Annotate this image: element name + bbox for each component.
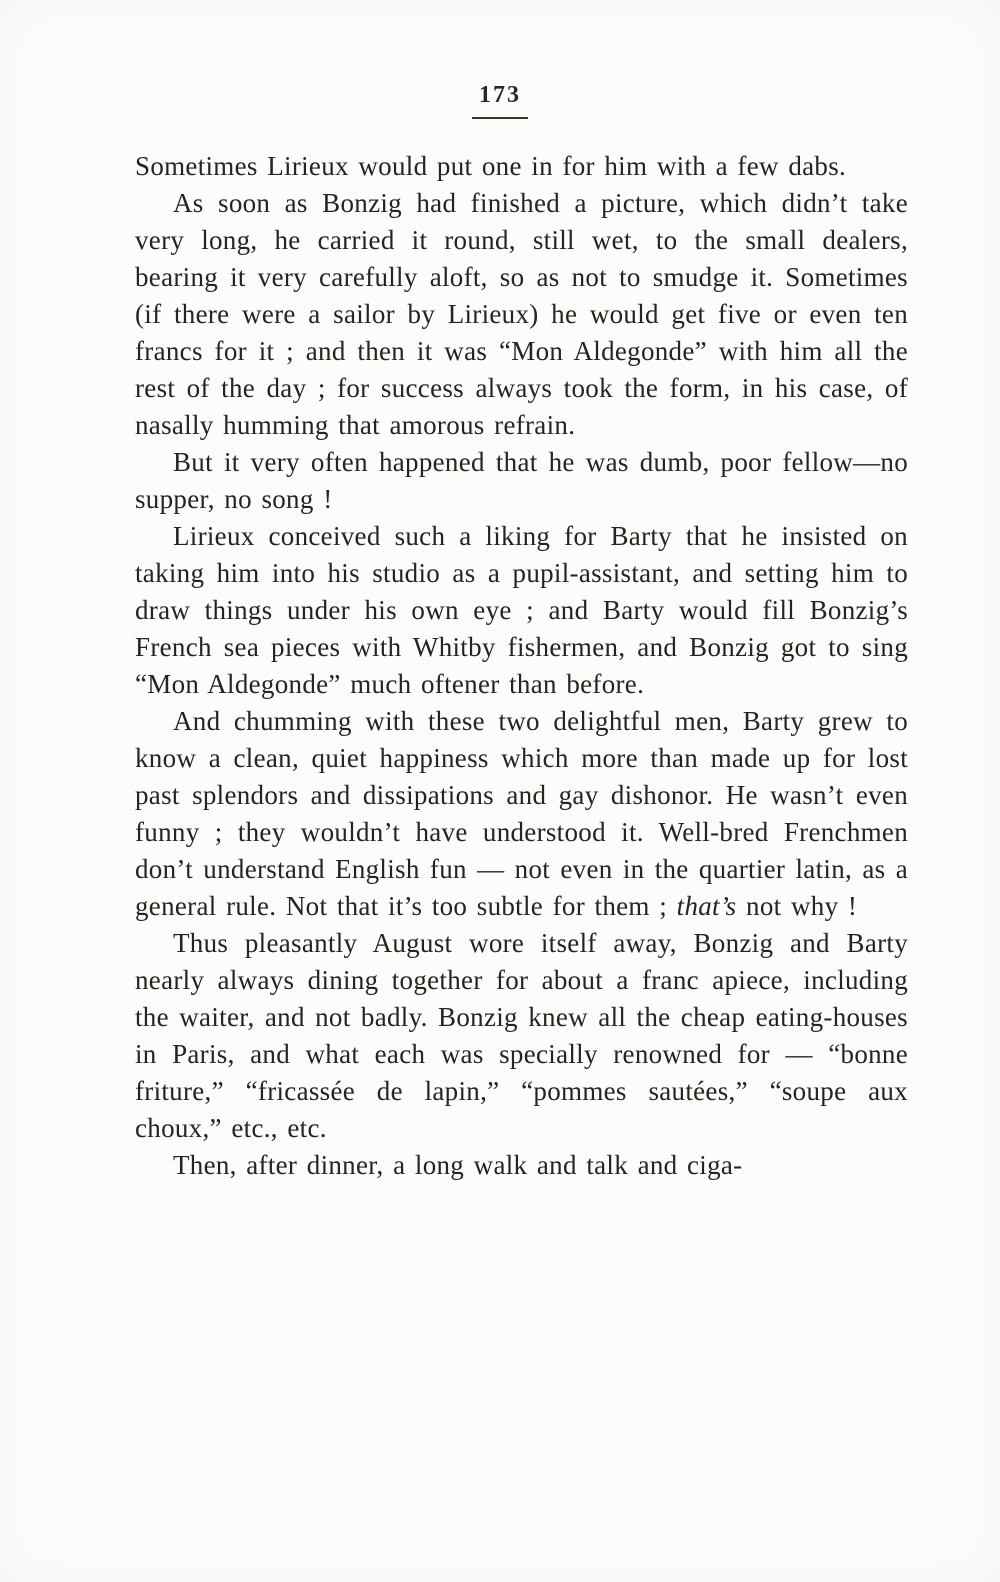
paragraph	[135, 185, 908, 444]
paragraph	[135, 148, 908, 185]
body-text: As soon as Bonzig had finished a picture, which didn’t take very long, he carried it round, still wet, to the small dealers, bearing it very carefully aloft, so as not to smudge it. Sometimes (if there were a sailor by Lirieux) he would get five or even ten francs for it ; and then it was “Mon Aldegonde” with him all the rest of the day ; for success always took the form, in his case, of nasally humming that amorous refrain.	[135, 188, 908, 440]
page-number-rule	[472, 117, 528, 119]
italic-text: that’s	[676, 891, 737, 921]
body-text: Then, after dinner, a long walk and talk and ciga-	[173, 1150, 743, 1180]
body-text: not why !	[736, 891, 858, 921]
paragraph	[135, 703, 908, 925]
body-text: Sometimes Lirieux would put one in for him with a few dabs.	[135, 151, 847, 181]
paragraph	[135, 925, 908, 1147]
body-text: And chumming with these two delightful men, Barty grew to know a clean, quiet happiness which more than made up for lost past splendors and dissipations and gay dishonor. He wasn’t even funny ; they wouldn’t have understood it. Well-bred Frenchmen don’t understand English fun — not even in the quartier latin, as a general rule. Not that it’s too subtle for them ;	[135, 706, 908, 921]
body-text: Thus pleasantly August wore itself away, Bonzig and Barty nearly always dining together for about a franc apiece, including the waiter, and not badly. Bonzig knew all the cheap eating-houses in Paris, and what each was specially renowned for — “bonne friture,” “fricassée de lapin,” “pommes sautées,” “soupe aux choux,” etc., etc.	[135, 928, 908, 1143]
paragraph	[135, 444, 908, 518]
page-number: 173	[479, 82, 521, 108]
text-block	[135, 148, 908, 1184]
paragraph	[135, 1147, 908, 1184]
body-text: Lirieux conceived such a liking for Barty that he insisted on taking him into his studio as a pupil-assistant, and setting him to draw things under his own eye ; and Barty would fill Bonzig’s French sea pieces with Whitby fishermen, and Bonzig got to sing “Mon Aldegonde” much oftener than before.	[135, 521, 908, 699]
page-header	[0, 82, 1000, 119]
paragraph	[135, 518, 908, 703]
body-text: But it very often happened that he was dumb, poor fellow—no supper, no song !	[135, 447, 908, 514]
